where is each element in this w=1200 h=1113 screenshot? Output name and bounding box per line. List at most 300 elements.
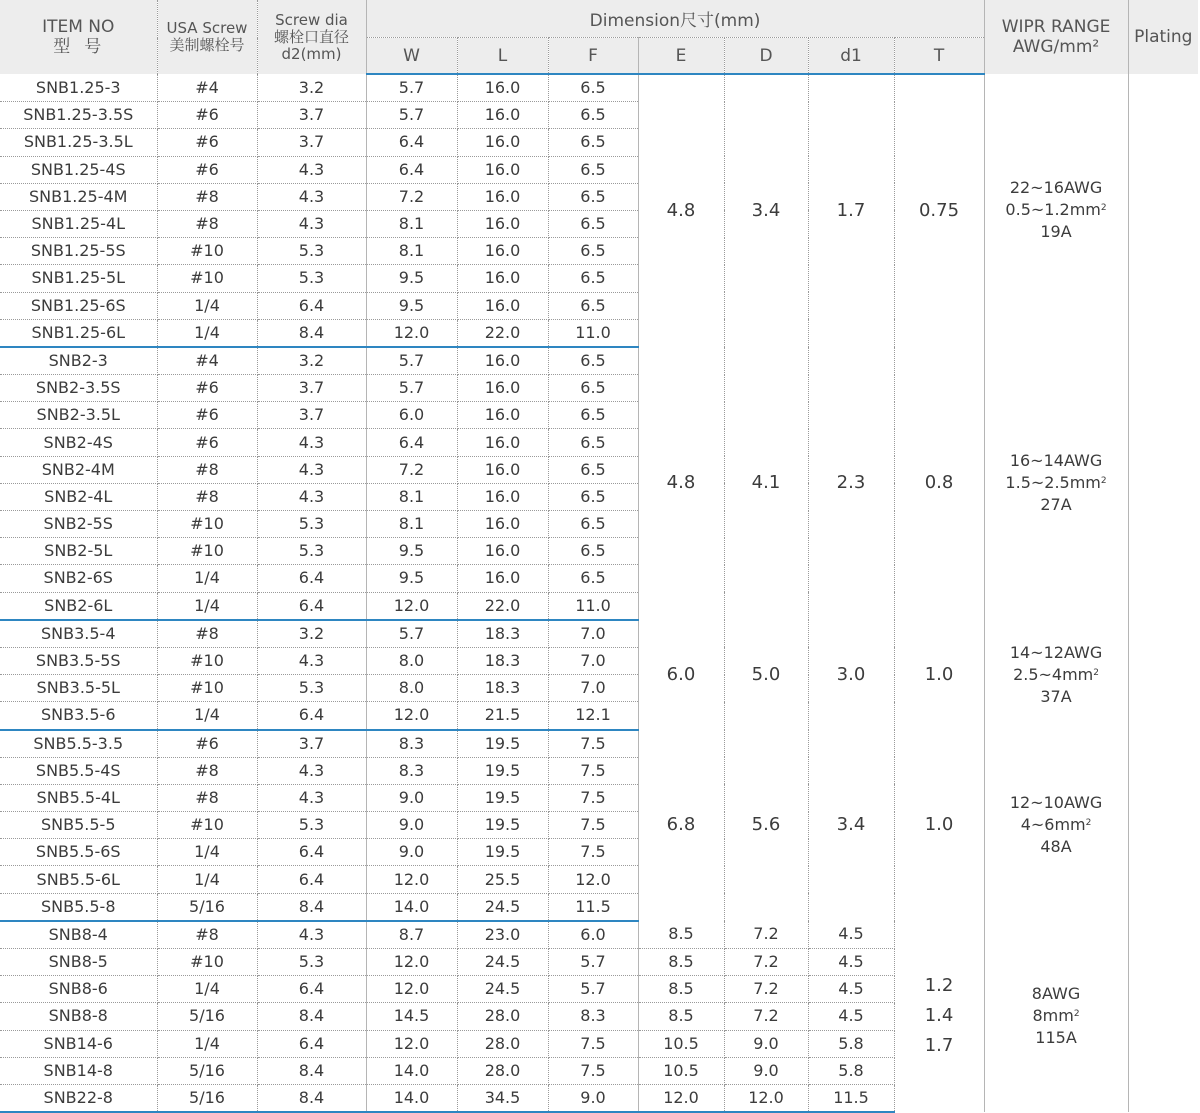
usa-screw-cell: 1/4 xyxy=(157,592,257,620)
usa-screw-cell: 1/4 xyxy=(157,702,257,730)
dim-e-cell: 8.5 xyxy=(638,1003,724,1030)
dim-l-cell: 16.0 xyxy=(457,375,548,402)
screw-dia-cell: 5.3 xyxy=(257,238,366,265)
header-wipr-range xyxy=(984,0,1128,74)
dim-f-cell: 7.5 xyxy=(548,1057,638,1084)
dim-f-cell: 7.5 xyxy=(548,812,638,839)
wipr-mm-superscript: 2 xyxy=(1100,203,1107,214)
dim-w-cell: 8.3 xyxy=(366,757,457,784)
usa-screw-cell: #8 xyxy=(157,757,257,784)
usa-screw-cell: #10 xyxy=(157,949,257,976)
item-no-cell: SNB5.5-6S xyxy=(0,839,157,866)
dim-w-cell: 5.7 xyxy=(366,620,457,648)
usa-screw-cell: 5/16 xyxy=(157,1003,257,1030)
dim-f-cell: 6.5 xyxy=(548,210,638,237)
table-row xyxy=(0,921,1198,949)
dim-w-cell: 12.0 xyxy=(366,1030,457,1057)
dim-w-cell: 5.7 xyxy=(366,74,457,102)
usa-screw-cell: #8 xyxy=(157,483,257,510)
dim-d-cell: 7.2 xyxy=(724,976,808,1003)
dim-f-cell: 6.0 xyxy=(548,921,638,949)
dim-w-cell: 14.5 xyxy=(366,1003,457,1030)
dim-l-cell: 16.0 xyxy=(457,565,548,592)
item-no-cell: SNB3.5-5L xyxy=(0,675,157,702)
dim-f-cell: 6.5 xyxy=(548,74,638,102)
item-no-cell: SNB3.5-5S xyxy=(0,647,157,674)
wipr-mm-value: 8mm xyxy=(1032,1006,1074,1026)
screw-dia-cell: 4.3 xyxy=(257,210,366,237)
dim-l-cell: 16.0 xyxy=(457,456,548,483)
dim-t-cell: 1.0 xyxy=(894,730,984,921)
dim-f-cell: 6.5 xyxy=(548,565,638,592)
screw-dia-cell: 6.4 xyxy=(257,292,366,319)
table-row xyxy=(0,347,1198,375)
dim-l-cell: 16.0 xyxy=(457,402,548,429)
dim-w-cell: 9.5 xyxy=(366,265,457,292)
screw-dia-cell: 3.2 xyxy=(257,347,366,375)
dim-w-cell: 9.5 xyxy=(366,292,457,319)
wipr-mm-superscript: 2 xyxy=(1100,476,1107,487)
usa-screw-cell: #6 xyxy=(157,375,257,402)
dim-e-cell: 4.8 xyxy=(638,74,724,347)
dim-w-cell: 9.5 xyxy=(366,565,457,592)
header-usa-screw-cn: 美制螺栓号 xyxy=(169,36,245,54)
dim-w-cell: 7.2 xyxy=(366,183,457,210)
wipr-range-cell xyxy=(984,921,1128,1112)
dim-l-cell: 22.0 xyxy=(457,319,548,347)
usa-screw-cell: #6 xyxy=(157,156,257,183)
wipr-awg: 8AWG xyxy=(1031,984,1081,1004)
dim-t-cell: 0.75 xyxy=(894,74,984,347)
header-t: T xyxy=(894,38,984,75)
usa-screw-cell: 1/4 xyxy=(157,565,257,592)
dim-f-cell: 11.0 xyxy=(548,592,638,620)
header-screw-dia-unit: d2(mm) xyxy=(281,44,342,63)
usa-screw-cell: #8 xyxy=(157,620,257,648)
dim-f-cell: 6.5 xyxy=(548,483,638,510)
table-row xyxy=(0,74,1198,102)
dim-d-cell: 12.0 xyxy=(724,1084,808,1112)
dim-w-cell: 14.0 xyxy=(366,1084,457,1112)
wipr-amp: 115A xyxy=(1035,1028,1077,1048)
plating-cell xyxy=(1128,730,1198,921)
wipr-amp: 48A xyxy=(1040,837,1072,857)
dim-l-cell: 16.0 xyxy=(457,183,548,210)
dim-l-cell: 16.0 xyxy=(457,292,548,319)
dim-l-cell: 28.0 xyxy=(457,1057,548,1084)
item-no-cell: SNB1.25-3.5L xyxy=(0,129,157,156)
dim-f-cell: 8.3 xyxy=(548,1003,638,1030)
dim-w-cell: 8.1 xyxy=(366,483,457,510)
dim-d1-cell: 1.7 xyxy=(808,74,894,347)
wipr-mm-value: 0.5~1.2mm xyxy=(1005,200,1101,220)
item-no-cell: SNB5.5-5 xyxy=(0,812,157,839)
dim-f-cell: 6.5 xyxy=(548,429,638,456)
item-no-cell: SNB2-5S xyxy=(0,511,157,538)
dim-l-cell: 24.5 xyxy=(457,949,548,976)
item-no-cell: SNB1.25-4M xyxy=(0,183,157,210)
dim-w-cell: 8.1 xyxy=(366,210,457,237)
dim-w-cell: 8.7 xyxy=(366,921,457,949)
dim-f-cell: 7.5 xyxy=(548,757,638,784)
usa-screw-cell: #4 xyxy=(157,74,257,102)
dim-f-cell: 12.0 xyxy=(548,866,638,893)
screw-dia-cell: 5.3 xyxy=(257,511,366,538)
dim-t-value: 1.7 xyxy=(924,1035,954,1057)
screw-dia-cell: 6.4 xyxy=(257,565,366,592)
item-no-cell: SNB3.5-6 xyxy=(0,702,157,730)
item-no-cell: SNB5.5-3.5 xyxy=(0,730,157,758)
screw-dia-cell: 3.7 xyxy=(257,402,366,429)
dim-w-cell: 5.7 xyxy=(366,375,457,402)
dim-f-cell: 6.5 xyxy=(548,156,638,183)
item-no-cell: SNB2-3.5L xyxy=(0,402,157,429)
dim-d1-cell: 4.5 xyxy=(808,949,894,976)
dim-l-cell: 28.0 xyxy=(457,1030,548,1057)
screw-dia-cell: 8.4 xyxy=(257,1003,366,1030)
item-no-cell: SNB1.25-5S xyxy=(0,238,157,265)
screw-dia-cell: 3.7 xyxy=(257,102,366,129)
dim-l-cell: 16.0 xyxy=(457,538,548,565)
dim-l-cell: 18.3 xyxy=(457,647,548,674)
item-no-cell: SNB2-6S xyxy=(0,565,157,592)
header-screw-dia-cn: 螺栓口直径 xyxy=(273,27,349,46)
item-no-cell: SNB22-8 xyxy=(0,1084,157,1112)
header-dimension: Dimension尺寸(mm) xyxy=(366,0,984,38)
wipr-mm-value: 2.5~4mm xyxy=(1013,664,1094,684)
dim-w-cell: 6.4 xyxy=(366,429,457,456)
dim-w-cell: 9.0 xyxy=(366,839,457,866)
dim-d1-cell: 3.0 xyxy=(808,620,894,730)
header-plating: Plating xyxy=(1128,0,1198,74)
wipr-awg: 16~14AWG xyxy=(1009,451,1103,471)
dim-w-cell: 6.4 xyxy=(366,129,457,156)
dim-e-cell: 8.5 xyxy=(638,921,724,949)
dim-l-cell: 16.0 xyxy=(457,347,548,375)
screw-dia-cell: 6.4 xyxy=(257,866,366,893)
usa-screw-cell: 1/4 xyxy=(157,866,257,893)
dim-l-cell: 16.0 xyxy=(457,74,548,102)
table-header xyxy=(0,0,1198,74)
screw-dia-cell: 8.4 xyxy=(257,319,366,347)
dim-d-cell: 5.0 xyxy=(724,620,808,730)
header-wipr-title: WIPR RANGE xyxy=(1001,17,1111,37)
screw-dia-cell: 4.3 xyxy=(257,784,366,811)
item-no-cell: SNB5.5-4S xyxy=(0,757,157,784)
dim-f-cell: 6.5 xyxy=(548,102,638,129)
screw-dia-cell: 6.4 xyxy=(257,839,366,866)
wipr-amp: 19A xyxy=(1040,222,1072,242)
dim-l-cell: 19.5 xyxy=(457,730,548,758)
usa-screw-cell: #8 xyxy=(157,456,257,483)
dim-t-cell: 0.8 xyxy=(894,347,984,620)
screw-dia-cell: 8.4 xyxy=(257,893,366,921)
dim-d-cell: 7.2 xyxy=(724,949,808,976)
header-d: D xyxy=(724,38,808,75)
usa-screw-cell: 1/4 xyxy=(157,292,257,319)
dim-l-cell: 22.0 xyxy=(457,592,548,620)
wipr-range-cell xyxy=(984,620,1128,730)
usa-screw-cell: #10 xyxy=(157,647,257,674)
dim-l-cell: 23.0 xyxy=(457,921,548,949)
wipr-amp: 27A xyxy=(1040,495,1072,515)
dim-w-cell: 9.0 xyxy=(366,812,457,839)
dim-f-cell: 7.5 xyxy=(548,784,638,811)
screw-dia-cell: 4.3 xyxy=(257,483,366,510)
wipr-mm xyxy=(985,1005,1128,1027)
dim-l-cell: 16.0 xyxy=(457,238,548,265)
table-row xyxy=(0,620,1198,648)
screw-dia-cell: 4.3 xyxy=(257,429,366,456)
header-wipr-unit: AWG/mm² xyxy=(1012,37,1100,57)
dim-d-cell: 7.2 xyxy=(724,921,808,949)
dim-f-cell: 7.5 xyxy=(548,730,638,758)
dim-l-cell: 18.3 xyxy=(457,620,548,648)
item-no-cell: SNB2-5L xyxy=(0,538,157,565)
plating-cell xyxy=(1128,347,1198,620)
screw-dia-cell: 3.7 xyxy=(257,375,366,402)
dim-w-cell: 8.3 xyxy=(366,730,457,758)
header-usa-screw xyxy=(157,0,257,74)
usa-screw-cell: #10 xyxy=(157,265,257,292)
usa-screw-cell: #6 xyxy=(157,429,257,456)
dim-f-cell: 6.5 xyxy=(548,265,638,292)
dim-f-cell: 5.7 xyxy=(548,949,638,976)
header-l: L xyxy=(457,38,548,75)
dim-f-cell: 7.5 xyxy=(548,1030,638,1057)
dim-d1-cell: 2.3 xyxy=(808,347,894,620)
header-item-no-cn: 型号 xyxy=(53,37,116,57)
dim-l-cell: 16.0 xyxy=(457,129,548,156)
item-no-cell: SNB1.25-4S xyxy=(0,156,157,183)
dim-w-cell: 6.4 xyxy=(366,156,457,183)
dim-e-cell: 6.8 xyxy=(638,730,724,921)
wipr-range-cell xyxy=(984,347,1128,620)
item-no-cell: SNB2-4S xyxy=(0,429,157,456)
item-no-cell: SNB1.25-3.5S xyxy=(0,102,157,129)
usa-screw-cell: 1/4 xyxy=(157,1030,257,1057)
dim-f-cell: 6.5 xyxy=(548,292,638,319)
dim-w-cell: 8.1 xyxy=(366,238,457,265)
screw-dia-cell: 6.4 xyxy=(257,1030,366,1057)
item-no-cell: SNB5.5-8 xyxy=(0,893,157,921)
header-screw-dia-en: Screw dia xyxy=(275,10,348,29)
dim-w-cell: 12.0 xyxy=(366,702,457,730)
dim-f-cell: 6.5 xyxy=(548,347,638,375)
plating-cell xyxy=(1128,74,1198,347)
item-no-cell: SNB2-6L xyxy=(0,592,157,620)
dim-l-cell: 19.5 xyxy=(457,812,548,839)
dim-e-cell: 12.0 xyxy=(638,1084,724,1112)
dim-f-cell: 11.0 xyxy=(548,319,638,347)
header-w: W xyxy=(366,38,457,75)
usa-screw-cell: #10 xyxy=(157,511,257,538)
screw-dia-cell: 6.4 xyxy=(257,976,366,1003)
usa-screw-cell: 1/4 xyxy=(157,319,257,347)
screw-dia-cell: 5.3 xyxy=(257,812,366,839)
dim-w-cell: 9.5 xyxy=(366,538,457,565)
usa-screw-cell: #10 xyxy=(157,538,257,565)
dim-e-cell: 10.5 xyxy=(638,1030,724,1057)
dim-f-cell: 6.5 xyxy=(548,375,638,402)
usa-screw-cell: #10 xyxy=(157,812,257,839)
dim-t-value: 1.4 xyxy=(924,1005,954,1027)
screw-dia-cell: 6.4 xyxy=(257,702,366,730)
dim-l-cell: 19.5 xyxy=(457,839,548,866)
dim-l-cell: 28.0 xyxy=(457,1003,548,1030)
usa-screw-cell: #6 xyxy=(157,402,257,429)
usa-screw-cell: 5/16 xyxy=(157,893,257,921)
dim-d-cell: 5.6 xyxy=(724,730,808,921)
usa-screw-cell: #8 xyxy=(157,921,257,949)
item-no-cell: SNB1.25-5L xyxy=(0,265,157,292)
usa-screw-cell: #8 xyxy=(157,183,257,210)
table-body xyxy=(0,74,1198,1112)
usa-screw-cell: 1/4 xyxy=(157,976,257,1003)
dim-t-cell: 1.0 xyxy=(894,620,984,730)
item-no-cell: SNB2-3 xyxy=(0,347,157,375)
header-e: E xyxy=(638,38,724,75)
dim-l-cell: 34.5 xyxy=(457,1084,548,1112)
item-no-cell: SNB5.5-6L xyxy=(0,866,157,893)
item-no-cell: SNB8-6 xyxy=(0,976,157,1003)
dim-l-cell: 16.0 xyxy=(457,102,548,129)
usa-screw-cell: #10 xyxy=(157,675,257,702)
header-usa-screw-en: USA Screw xyxy=(166,19,248,37)
header-item-no xyxy=(0,0,157,74)
screw-dia-cell: 5.3 xyxy=(257,949,366,976)
dim-f-cell: 9.0 xyxy=(548,1084,638,1112)
dim-l-cell: 21.5 xyxy=(457,702,548,730)
dim-l-cell: 16.0 xyxy=(457,429,548,456)
item-no-cell: SNB2-4M xyxy=(0,456,157,483)
wipr-mm-value: 4~6mm xyxy=(1020,815,1086,835)
item-no-cell: SNB1.25-6S xyxy=(0,292,157,319)
screw-dia-cell: 5.3 xyxy=(257,675,366,702)
header-f: F xyxy=(548,38,638,75)
usa-screw-cell: #6 xyxy=(157,730,257,758)
wipr-mm xyxy=(985,199,1128,221)
dim-d1-cell: 5.8 xyxy=(808,1057,894,1084)
plating-cell xyxy=(1128,921,1198,1112)
dim-w-cell: 5.7 xyxy=(366,102,457,129)
screw-dia-cell: 3.2 xyxy=(257,620,366,648)
dim-w-cell: 12.0 xyxy=(366,592,457,620)
wipr-awg: 22~16AWG xyxy=(1009,178,1103,198)
dim-w-cell: 6.0 xyxy=(366,402,457,429)
dim-e-cell: 4.8 xyxy=(638,347,724,620)
screw-dia-cell: 5.3 xyxy=(257,265,366,292)
header-d1: d1 xyxy=(808,38,894,75)
screw-dia-cell: 3.7 xyxy=(257,730,366,758)
dim-w-cell: 7.2 xyxy=(366,456,457,483)
table-row xyxy=(0,730,1198,758)
usa-screw-cell: 1/4 xyxy=(157,839,257,866)
dim-w-cell: 12.0 xyxy=(366,976,457,1003)
dim-f-cell: 5.7 xyxy=(548,976,638,1003)
header-item-no-en: ITEM NO xyxy=(42,17,115,37)
dim-w-cell: 12.0 xyxy=(366,319,457,347)
dim-f-cell: 7.5 xyxy=(548,839,638,866)
dim-t-value: 1.2 xyxy=(924,975,954,997)
dim-d1-cell: 5.8 xyxy=(808,1030,894,1057)
dim-d-cell: 4.1 xyxy=(724,347,808,620)
dim-e-cell: 8.5 xyxy=(638,976,724,1003)
dim-l-cell: 24.5 xyxy=(457,893,548,921)
dim-d1-cell: 4.5 xyxy=(808,976,894,1003)
wipr-awg: 14~12AWG xyxy=(1009,642,1103,662)
dim-l-cell: 18.3 xyxy=(457,675,548,702)
wipr-mm-superscript: 2 xyxy=(1093,667,1099,678)
dim-f-cell: 6.5 xyxy=(548,538,638,565)
dim-w-cell: 8.0 xyxy=(366,675,457,702)
header-screw-dia xyxy=(257,0,366,74)
usa-screw-cell: #6 xyxy=(157,102,257,129)
dim-f-cell: 7.0 xyxy=(548,647,638,674)
dim-f-cell: 6.5 xyxy=(548,402,638,429)
dim-w-cell: 14.0 xyxy=(366,893,457,921)
dim-e-cell: 10.5 xyxy=(638,1057,724,1084)
dim-l-cell: 16.0 xyxy=(457,483,548,510)
dim-l-cell: 25.5 xyxy=(457,866,548,893)
dim-f-cell: 6.5 xyxy=(548,183,638,210)
screw-dia-cell: 3.7 xyxy=(257,129,366,156)
wipr-mm-superscript: 2 xyxy=(1073,1009,1080,1020)
wipr-awg: 12~10AWG xyxy=(1009,793,1103,813)
dim-d1-cell: 4.5 xyxy=(808,1003,894,1030)
screw-dia-cell: 4.3 xyxy=(257,156,366,183)
dim-f-cell: 6.5 xyxy=(548,238,638,265)
screw-dia-cell: 6.4 xyxy=(257,592,366,620)
plating-cell xyxy=(1128,620,1198,730)
dim-l-cell: 19.5 xyxy=(457,784,548,811)
dim-t-cell xyxy=(894,921,984,1112)
item-no-cell: SNB8-8 xyxy=(0,1003,157,1030)
screw-dia-cell: 8.4 xyxy=(257,1084,366,1112)
dim-d1-cell: 4.5 xyxy=(808,921,894,949)
screw-dia-cell: 4.3 xyxy=(257,647,366,674)
dim-d1-cell: 3.4 xyxy=(808,730,894,921)
usa-screw-cell: #8 xyxy=(157,210,257,237)
dim-f-cell: 7.0 xyxy=(548,620,638,648)
dim-d-cell: 9.0 xyxy=(724,1030,808,1057)
dim-f-cell: 12.1 xyxy=(548,702,638,730)
usa-screw-cell: 5/16 xyxy=(157,1084,257,1112)
dim-d-cell: 9.0 xyxy=(724,1057,808,1084)
wipr-range-cell xyxy=(984,74,1128,347)
wipr-mm-value: 1.5~2.5mm xyxy=(1005,473,1101,493)
dim-w-cell: 12.0 xyxy=(366,949,457,976)
item-no-cell: SNB14-8 xyxy=(0,1057,157,1084)
item-no-cell: SNB8-5 xyxy=(0,949,157,976)
dim-f-cell: 6.5 xyxy=(548,129,638,156)
item-no-cell: SNB3.5-4 xyxy=(0,620,157,648)
wipr-amp: 37A xyxy=(1040,686,1072,706)
item-no-cell: SNB8-4 xyxy=(0,921,157,949)
dim-d1-cell: 11.5 xyxy=(808,1084,894,1112)
screw-dia-cell: 4.3 xyxy=(257,183,366,210)
item-no-cell: SNB14-6 xyxy=(0,1030,157,1057)
dim-f-cell: 7.0 xyxy=(548,675,638,702)
dim-l-cell: 16.0 xyxy=(457,265,548,292)
dim-l-cell: 16.0 xyxy=(457,511,548,538)
item-no-cell: SNB5.5-4L xyxy=(0,784,157,811)
item-no-cell: SNB1.25-6L xyxy=(0,319,157,347)
dim-l-cell: 19.5 xyxy=(457,757,548,784)
dim-f-cell: 11.5 xyxy=(548,893,638,921)
usa-screw-cell: #8 xyxy=(157,784,257,811)
dim-f-cell: 6.5 xyxy=(548,456,638,483)
